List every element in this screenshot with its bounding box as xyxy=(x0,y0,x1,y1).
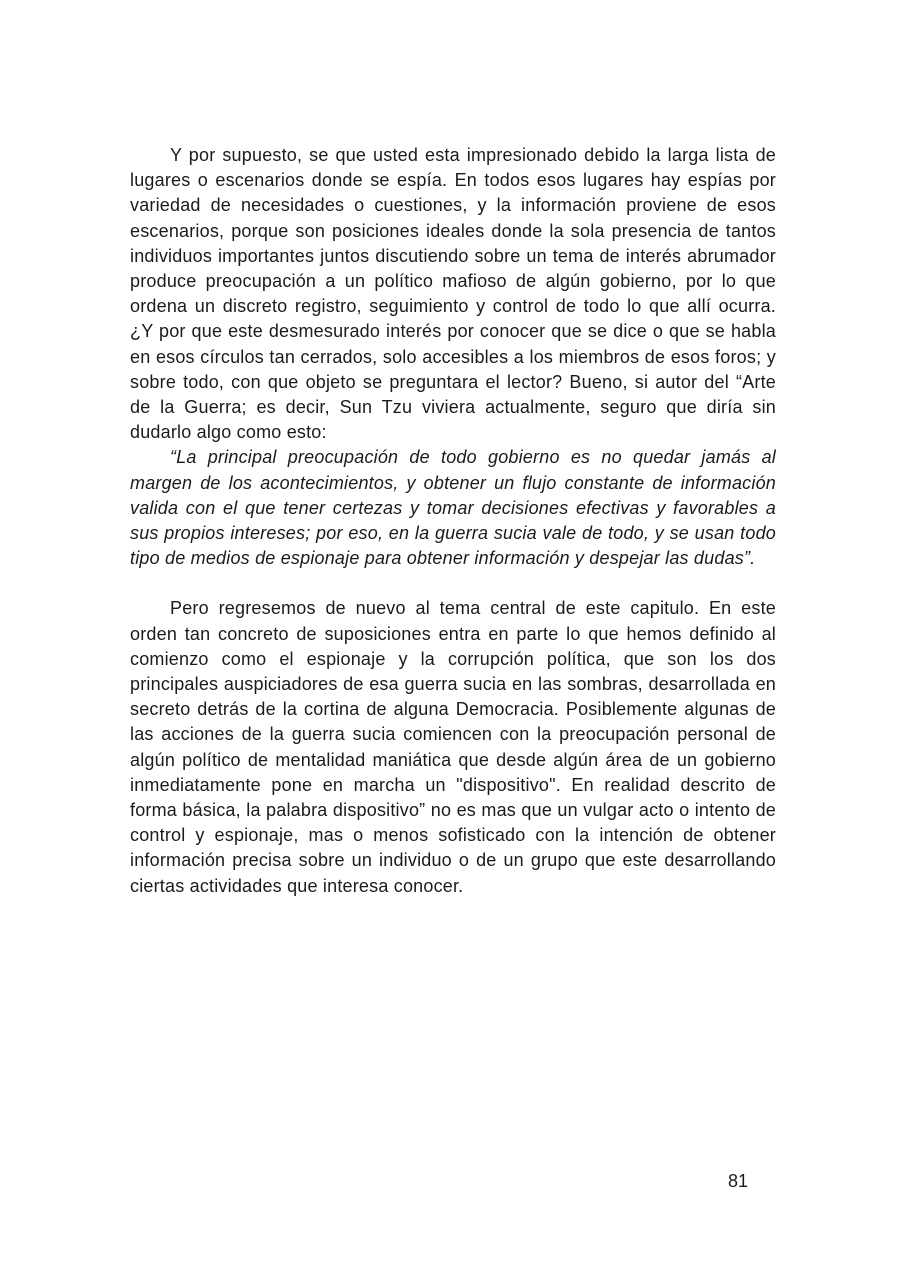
paragraph-body: Pero regresemos de nuevo al tema central de este capitulo. En este orden tan concreto de suposiciones entra en parte lo que hemos definido al comienzo como el espionaje y la corrupción política, que son los dos principales auspiciadores de esa guerra sucia en las sombras, desarrollada en secreto detrás de la cortina de alguna Democracia. Posiblemente algunas de las acciones de la guerra sucia comiencen con la preocupación personal de algún político de mentalidad maniática que desde algún área de un gobierno inmediatamente pone en marcha un "dispositivo". En realidad descrito de forma básica, la palabra dispositivo” no es mas que un vulgar acto o intento de control y espionaje, mas o menos sofisticado con la intención de obtener información precisa sobre un individuo o de un grupo que este desarrollando ciertas actividades que interesa conocer. xyxy=(130,598,776,896)
paragraph-quote: “La principal preocupación de todo gobierno es no quedar jamás al margen de los acontecimientos, y obtener un flujo constante de información valida con el que tener certezas y tomar decisiones efectivas y favorables a sus propios intereses; por eso, en la guerra sucia vale de todo, y se usan todo tipo de medios de espionaje para obtener información y despejar las dudas”. xyxy=(130,447,776,569)
document-page xyxy=(130,143,776,899)
page-number: 81 xyxy=(727,1171,748,1191)
paragraph-intro: Y por supuesto, se que usted esta impresionado debido la larga lista de lugares o escenarios donde se espía. En todos esos lugares hay espías por variedad de necesidades o cuestiones, y la información proviene de esos escenarios, porque son posiciones ideales donde la sola presencia de tantos individuos importantes juntos discutiendo sobre un tema de interés abrumador produce preocupación a un político mafioso de algún gobierno, por lo que ordena un discreto registro, seguimiento y control de todo lo que allí ocurra. ¿Y por que este desmesurado interés por conocer que se dice o que se habla en esos círculos tan cerrados, solo accesibles a los miembros de esos foros; y sobre todo, con que objeto se preguntara el lector? Bueno, si autor del “Arte de la Guerra; es decir, Sun Tzu viviera actualmente, seguro que diría sin dudarlo algo como esto: xyxy=(130,145,776,443)
